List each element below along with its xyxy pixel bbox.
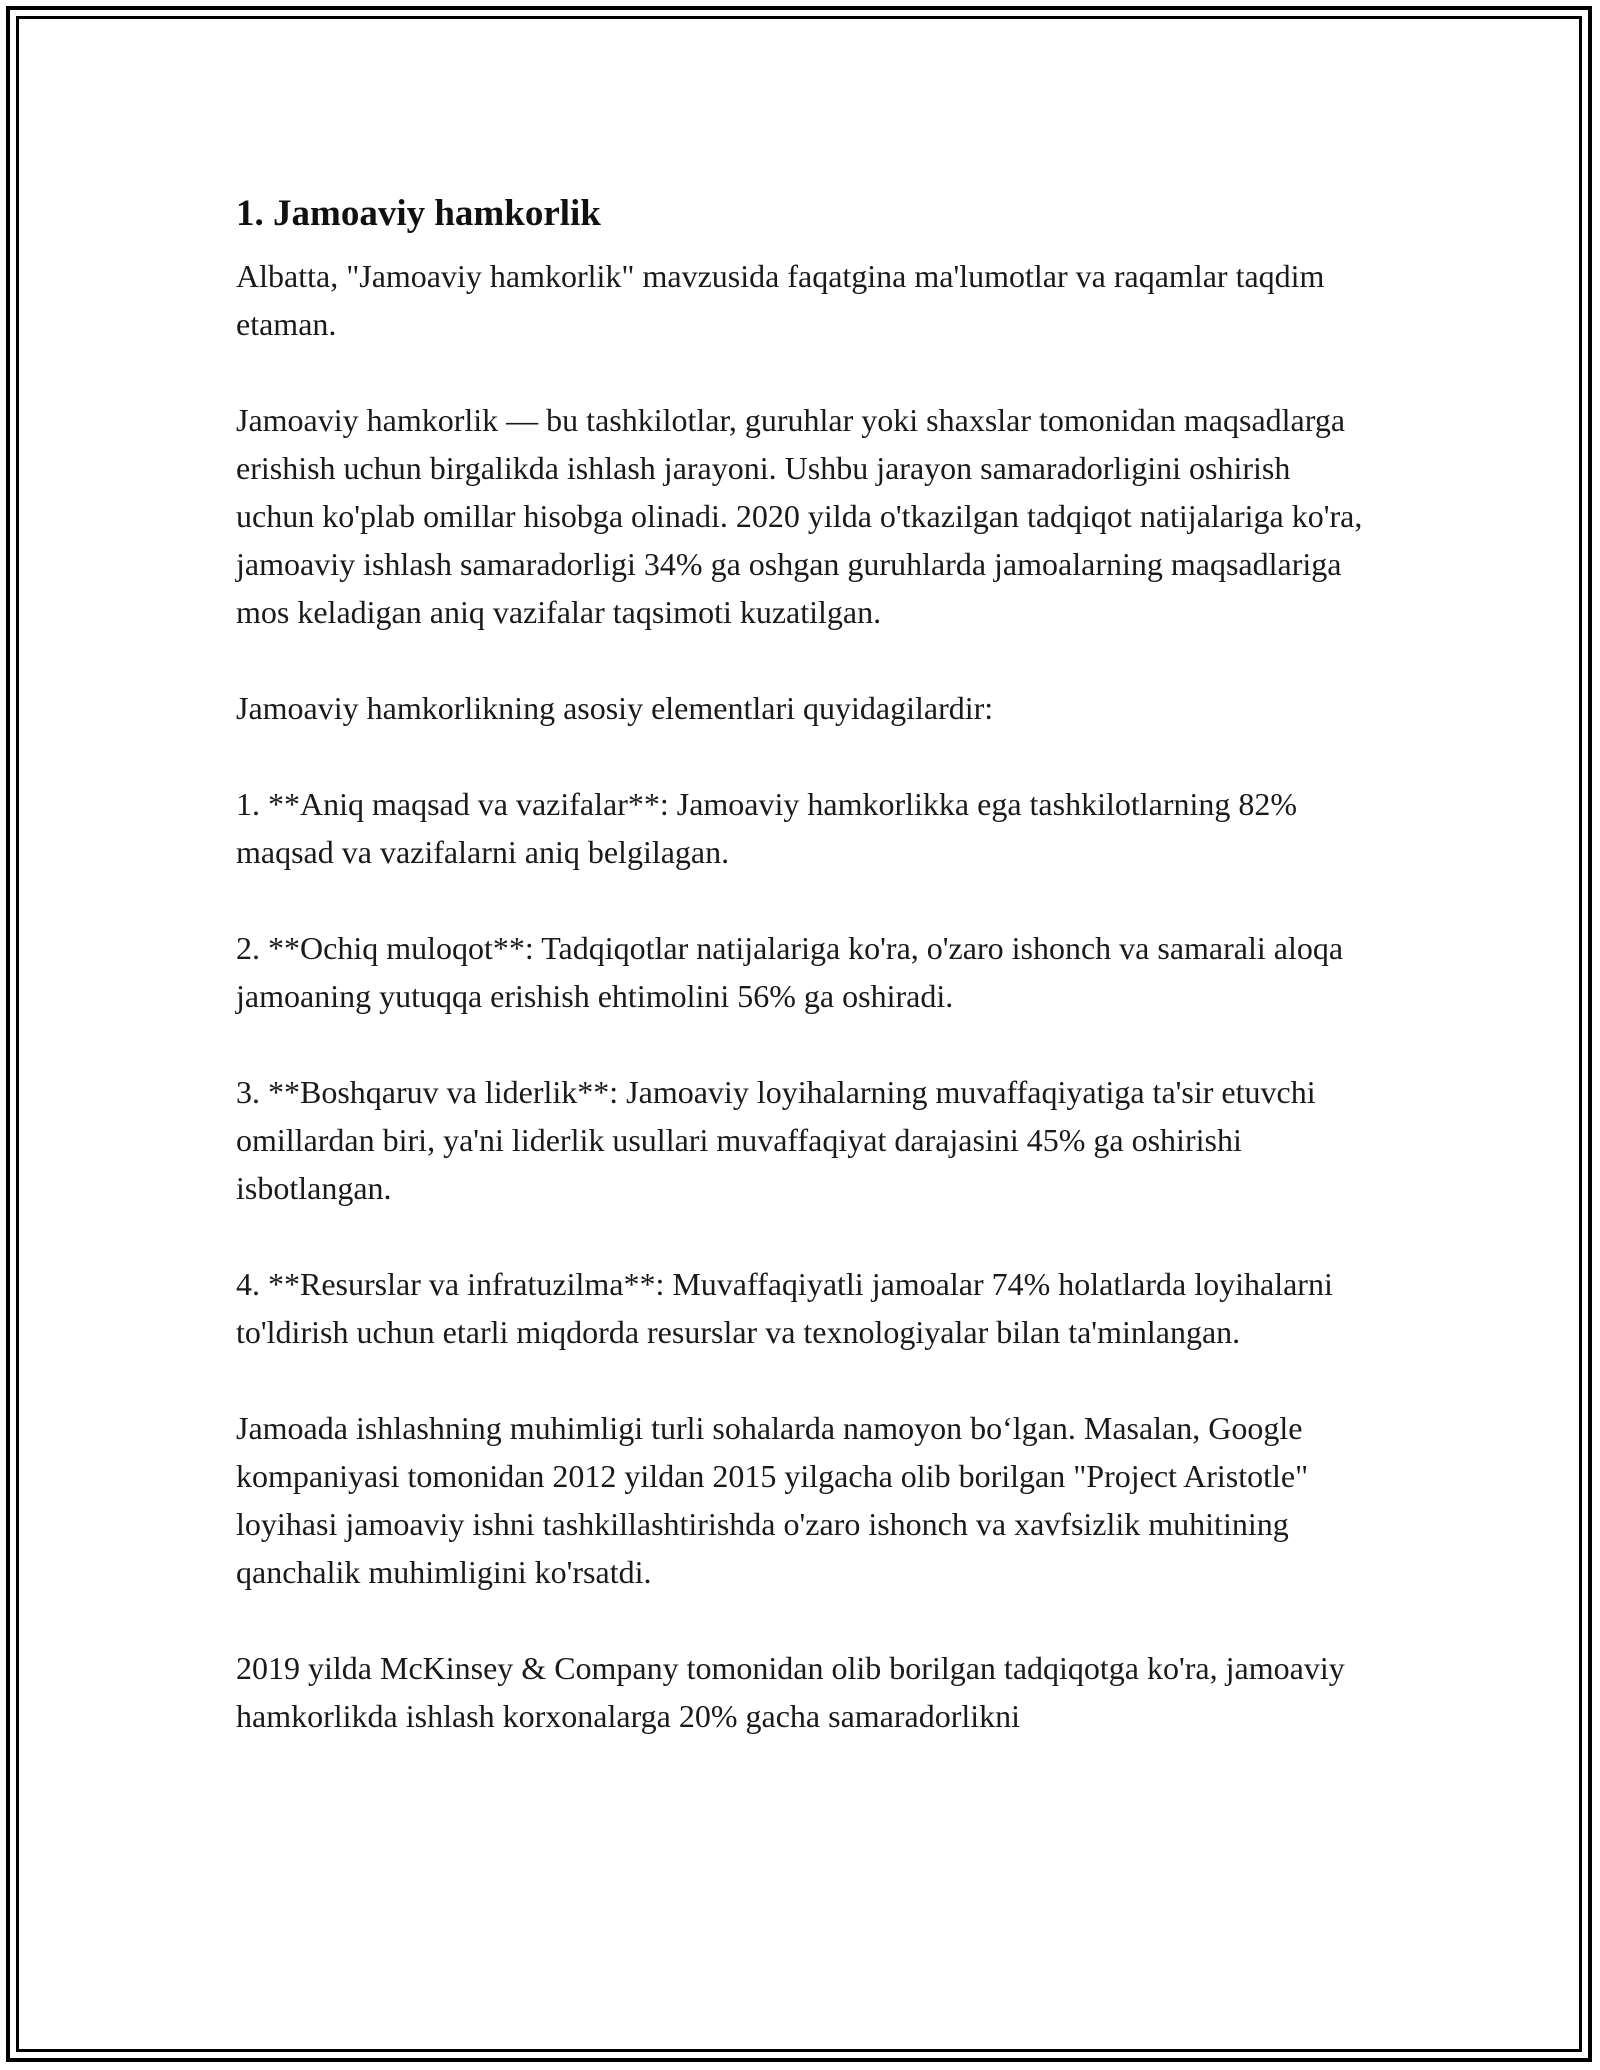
paragraph-google-example: Jamoada ishlashning muhimligi turli sohalarda namoyon bo‘lgan. Masalan, Google kompaniyasi tomonidan 2012 yildan 2015 yilgacha olib borilgan "Project Aristotle" loyihasi jamoaviy ishni tashkillashtirishda o'zaro ishonch va xavfsizlik muhitining qanchalik muhimligini ko'rsatdi.	[236, 1410, 1309, 1590]
document-body	[236, 190, 1366, 1788]
paragraph-definition: Jamoaviy hamkorlik — bu tashkilotlar, guruhlar yoki shaxslar tomonidan maqsadlarga erishish uchun birgalikda ishlash jarayoni. Ushbu jarayon samaradorligini oshirish uchun ko'plab omillar hisobga olinadi. 2020 yilda o'tkazilgan tadqiqot natijalariga ko'ra, jamoaviy ishlash samaradorligi 34% ga oshgan guruhlarda jamoalarning maqsadlariga mos keladigan aniq vazifalar taqsimoti kuzatilgan.	[236, 402, 1363, 630]
list-item-goals: 1. **Aniq maqsad va vazifalar**: Jamoaviy hamkorlikka ega tashkilotlarning 82% maqsad va vazifalarni aniq belgilagan.	[236, 786, 1298, 870]
section-heading: 1. Jamoaviy hamkorlik	[236, 193, 601, 234]
list-item-resources: 4. **Resurslar va infratuzilma**: Muvaffaqiyatli jamoalar 74% holatlarda loyihalarni to'ldirish uchun etarli miqdorda resurslar va texnologiyalar bilan ta'minlangan.	[236, 1266, 1333, 1350]
paragraph-intro: Albatta, "Jamoaviy hamkorlik" mavzusida faqatgina ma'lumotlar va raqamlar taqdim etaman.	[236, 258, 1325, 342]
list-item-leadership: 3. **Boshqaruv va liderlik**: Jamoaviy loyihalarning muvaffaqiyatiga ta'sir etuvchi omillardan biri, ya'ni liderlik usullari muvaffaqiyat darajasini 45% ga oshirishi isbotlangan.	[236, 1074, 1316, 1206]
list-item-communication: 2. **Ochiq muloqot**: Tadqiqotlar natijalariga ko'ra, o'zaro ishonch va samarali aloqa jamoaning yutuqqa erishish ehtimolini 56% ga oshiradi.	[236, 930, 1344, 1014]
paragraph-elements-intro: Jamoaviy hamkorlikning asosiy elementlari quyidagilardir:	[236, 690, 994, 726]
paragraph-mckinsey: 2019 yilda McKinsey & Company tomonidan olib borilgan tadqiqotga ko'ra, jamoaviy hamkorlikda ishlash korxonalarga 20% gacha samaradorlikni	[236, 1650, 1345, 1734]
